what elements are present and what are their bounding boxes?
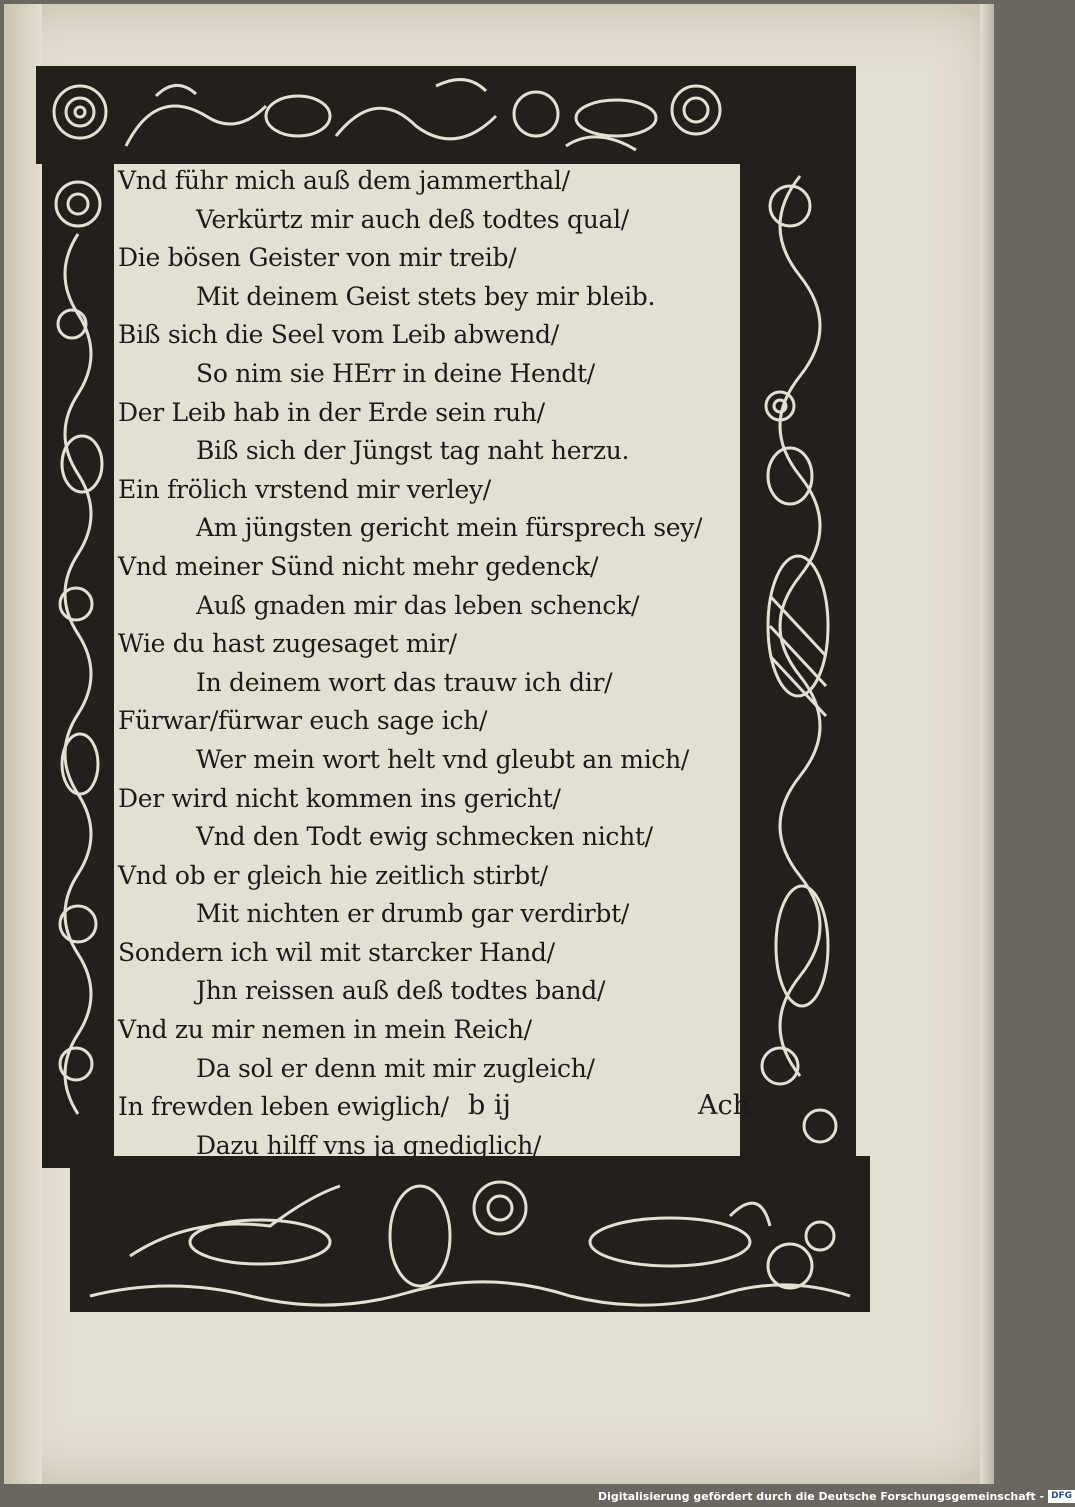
signature-mark: b ij [468, 1090, 511, 1121]
woodcut-border-top [36, 66, 744, 164]
verse-line: Ein frölich vrstend mir verley/ [118, 474, 491, 504]
page-gutter [4, 4, 42, 1484]
woodcut-border-bottom [70, 1156, 870, 1312]
verse-line: In frewden leben ewiglich/ [118, 1092, 449, 1122]
verse-line: Jhn reissen auß deß todtes band/ [196, 976, 606, 1006]
verse-line: Mit nichten er drumb gar verdirbt/ [196, 899, 629, 929]
page-edge [980, 4, 994, 1484]
verse-line: Wie du hast zugesaget mir/ [118, 629, 457, 659]
verse-list [118, 162, 733, 1165]
verse-line: Dazu hilff vns ja gnediglich/ [196, 1130, 542, 1160]
woodcut-border-right [740, 66, 856, 1168]
verse-line: Vnd den Todt ewig schmecken nicht/ [196, 822, 653, 852]
verse-line: Fürwar/fürwar euch sage ich/ [118, 706, 488, 736]
verse-line: Wer mein wort helt vnd gleubt an mich/ [196, 744, 690, 774]
verse-line: In deinem wort das trauw ich dir/ [196, 667, 613, 697]
verse-line: Der Leib hab in der Erde sein ruh/ [118, 397, 545, 427]
verse-line: Biß sich der Jüngst tag naht herzu. [196, 436, 630, 466]
catchword: Ach [698, 1090, 751, 1121]
credit-text: Digitalisierung gefördert durch die Deutsche Forschungsgemeinschaft - [598, 1489, 1045, 1503]
digitization-credit [598, 1487, 1075, 1505]
verse-line: Da sol er denn mit mir zugleich/ [196, 1053, 595, 1083]
verse-line: Vnd ob er gleich hie zeitlich stirbt/ [118, 860, 548, 890]
woodcut-border-left [42, 164, 114, 1168]
verse-line: Vnd führ mich auß dem jammerthal/ [118, 166, 570, 195]
verse-line: Sondern ich wil mit starcker Hand/ [118, 937, 555, 967]
verse-line: Die bösen Geister von mir treib/ [118, 243, 517, 273]
verse-line: So nim sie HErr in deine Hendt/ [196, 358, 595, 388]
verse-line: Biß sich die Seel vom Leib abwend/ [118, 320, 559, 350]
verse-line: Vnd zu mir nemen in mein Reich/ [118, 1015, 532, 1045]
verse-line: Der wird nicht kommen ins gericht/ [118, 783, 561, 813]
verse-line: Am jüngsten gericht mein fürsprech sey/ [196, 513, 703, 543]
verse-line: Vnd meiner Sünd nicht mehr gedenck/ [118, 551, 599, 581]
verse-line: Mit deinem Geist stets bey mir bleib. [196, 281, 656, 311]
verse-line: Auß gnaden mir das leben schenck/ [196, 590, 640, 620]
verse-line: Verkürtz mir auch deß todtes qual/ [196, 204, 629, 234]
dfg-logo: DFG [1048, 1490, 1075, 1503]
